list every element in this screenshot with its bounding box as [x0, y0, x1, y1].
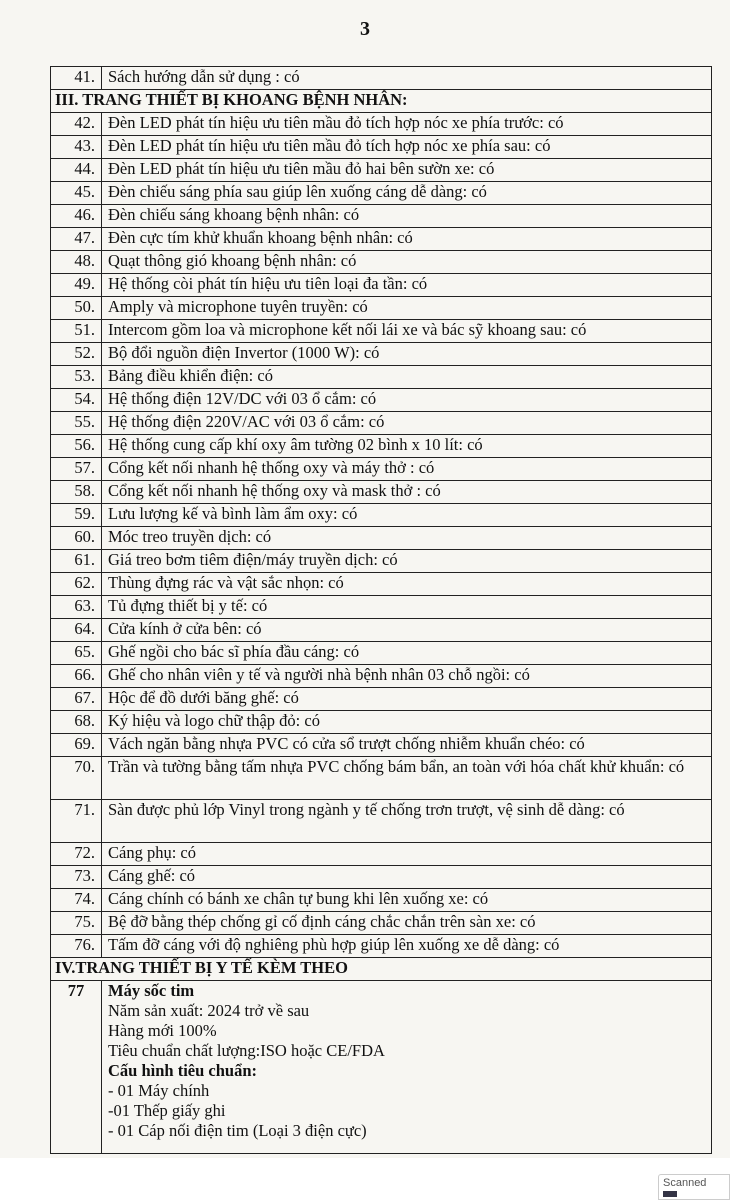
table-row: [51, 935, 712, 958]
section-title: III. TRANG THIẾT BỊ KHOANG BỆNH NHÂN:: [51, 90, 712, 113]
row-text: Thùng đựng rác và vật sắc nhọn: có: [102, 573, 712, 596]
row-text: Tủ đựng thiết bị y tế: có: [102, 596, 712, 619]
equipment-row: [51, 981, 712, 1154]
row-text: Đèn LED phát tín hiệu ưu tiên mầu đỏ hai bên sườn xe: có: [102, 159, 712, 182]
table-row: [51, 573, 712, 596]
row-text: Đèn LED phát tín hiệu ưu tiên mầu đỏ tích hợp nóc xe phía trước: có: [102, 113, 712, 136]
table-row: [51, 274, 712, 297]
row-text: Hệ thống cung cấp khí oxy âm tường 02 bình x 10 lít: có: [102, 435, 712, 458]
row-text: Đèn chiếu sáng khoang bệnh nhân: có: [102, 205, 712, 228]
row-number: 48.: [51, 251, 102, 274]
table-row: [51, 366, 712, 389]
row-number: 77: [51, 981, 102, 1154]
row-text: Quạt thông gió khoang bệnh nhân: có: [102, 251, 712, 274]
row-number: 71.: [51, 800, 102, 843]
section-header-iv: [51, 958, 712, 981]
page-bottom-margin: [0, 1158, 730, 1200]
config-item: -01 Thếp giấy ghi: [108, 1101, 226, 1120]
row-text: Cáng ghế: có: [102, 866, 712, 889]
row-text: Hệ thống điện 220V/AC với 03 ổ cắm: có: [102, 412, 712, 435]
row-number: 65.: [51, 642, 102, 665]
row-number: 42.: [51, 113, 102, 136]
table-row: [51, 297, 712, 320]
row-number: 61.: [51, 550, 102, 573]
row-number: 73.: [51, 866, 102, 889]
table-row: [51, 481, 712, 504]
row-text: Bệ đỡ bằng thép chống gỉ cố định cáng chắc chắn trên sàn xe: có: [102, 912, 712, 935]
row-text: Vách ngăn bằng nhựa PVC có cửa sổ trượt chống nhiễm khuẩn chéo: có: [102, 734, 712, 757]
row-text: Amply và microphone tuyên truyền: có: [102, 297, 712, 320]
row-number: 45.: [51, 182, 102, 205]
row-number: 43.: [51, 136, 102, 159]
row-number: 74.: [51, 889, 102, 912]
row-number: 70.: [51, 757, 102, 800]
row-number: 51.: [51, 320, 102, 343]
table-row: [51, 228, 712, 251]
row-text: Tấm đỡ cáng với độ nghiêng phù hợp giúp lên xuống xe dễ dàng: có: [102, 935, 712, 958]
row-number: 57.: [51, 458, 102, 481]
table-row: [51, 642, 712, 665]
row-text: Giá treo bơm tiêm điện/máy truyền dịch: có: [102, 550, 712, 573]
section-header-iii: [51, 90, 712, 113]
table-row: [51, 504, 712, 527]
row-number: 62.: [51, 573, 102, 596]
row-text: Hệ thống còi phát tín hiệu ưu tiên loại đa tần: có: [102, 274, 712, 297]
row-number: 75.: [51, 912, 102, 935]
row-text: Cáng phụ: có: [102, 843, 712, 866]
row-number: 67.: [51, 688, 102, 711]
table-row: [51, 320, 712, 343]
scanned-badge: [658, 1174, 730, 1200]
row-text: Cổng kết nối nhanh hệ thống oxy và máy thở : có: [102, 458, 712, 481]
row-number: 54.: [51, 389, 102, 412]
table-row: [51, 550, 712, 573]
table-row: [51, 389, 712, 412]
row-text: Hệ thống điện 12V/DC với 03 ổ cắm: có: [102, 389, 712, 412]
table-row: [51, 734, 712, 757]
table-row: [51, 182, 712, 205]
row-number: 46.: [51, 205, 102, 228]
row-number: 69.: [51, 734, 102, 757]
table-row: [51, 343, 712, 366]
row-number: 76.: [51, 935, 102, 958]
row-text: Bộ đổi nguồn điện Invertor (1000 W): có: [102, 343, 712, 366]
table-row: [51, 843, 712, 866]
row-text: Ký hiệu và logo chữ thập đỏ: có: [102, 711, 712, 734]
equipment-details: [102, 981, 712, 1154]
row-number: 66.: [51, 665, 102, 688]
row-text: Đèn LED phát tín hiệu ưu tiên mầu đỏ tích hợp nóc xe phía sau: có: [102, 136, 712, 159]
row-number: 56.: [51, 435, 102, 458]
table-row: [51, 596, 712, 619]
row-number: 47.: [51, 228, 102, 251]
table-row: [51, 435, 712, 458]
table-row: [51, 67, 712, 90]
table-row: [51, 113, 712, 136]
row-number: 59.: [51, 504, 102, 527]
row-text: Bảng điều khiển điện: có: [102, 366, 712, 389]
config-title: Cấu hình tiêu chuẩn:: [108, 1061, 258, 1080]
row-number: 55.: [51, 412, 102, 435]
row-text: Trần và tường bằng tấm nhựa PVC chống bám bẩn, an toàn với hóa chất khử khuẩn: có: [102, 757, 712, 800]
config-item: - 01 Máy chính: [108, 1081, 210, 1100]
row-text: Sàn được phủ lớp Vinyl trong ngành y tế chống trơn trượt, vệ sinh dễ dàng: có: [102, 800, 712, 843]
row-number: 64.: [51, 619, 102, 642]
table-row: [51, 205, 712, 228]
table-row: [51, 757, 712, 800]
table-row: [51, 159, 712, 182]
row-number: 63.: [51, 596, 102, 619]
row-number: 41.: [51, 67, 102, 90]
table-row: [51, 251, 712, 274]
row-text: Đèn cực tím khử khuẩn khoang bệnh nhân: có: [102, 228, 712, 251]
row-text: Lưu lượng kế và bình làm ẩm oxy: có: [102, 504, 712, 527]
scanner-logo-icon: [663, 1191, 677, 1197]
table-row: [51, 711, 712, 734]
row-number: 68.: [51, 711, 102, 734]
table-row: [51, 527, 712, 550]
row-text: Hộc để đồ dưới băng ghế: có: [102, 688, 712, 711]
table-row: [51, 458, 712, 481]
equipment-line: Tiêu chuẩn chất lượng:ISO hoặc CE/FDA: [108, 1041, 385, 1060]
row-text: Intercom gồm loa và microphone kết nối lái xe và bác sỹ khoang sau: có: [102, 320, 712, 343]
row-text: Cáng chính có bánh xe chân tự bung khi lên xuống xe: có: [102, 889, 712, 912]
scanned-label: Scanned: [663, 1177, 707, 1189]
section-title: IV.TRANG THIẾT BỊ Y TẾ KÈM THEO: [51, 958, 712, 981]
table-row: [51, 912, 712, 935]
row-number: 58.: [51, 481, 102, 504]
row-text: Sách hướng dẫn sử dụng : có: [102, 67, 712, 90]
row-text: Cổng kết nối nhanh hệ thống oxy và mask thở : có: [102, 481, 712, 504]
row-number: 72.: [51, 843, 102, 866]
table-row: [51, 866, 712, 889]
row-number: 50.: [51, 297, 102, 320]
row-number: 49.: [51, 274, 102, 297]
table-row: [51, 136, 712, 159]
equipment-line: Hàng mới 100%: [108, 1021, 217, 1040]
config-item: - 01 Cáp nối điện tim (Loại 3 điện cực): [108, 1121, 367, 1140]
row-text: Đèn chiếu sáng phía sau giúp lên xuống cáng dễ dàng: có: [102, 182, 712, 205]
row-number: 53.: [51, 366, 102, 389]
equipment-title: Máy sốc tim: [108, 981, 195, 1000]
table-row: [51, 688, 712, 711]
row-text: Cửa kính ở cửa bên: có: [102, 619, 712, 642]
table-row: [51, 412, 712, 435]
equipment-line: Năm sản xuất: 2024 trở về sau: [108, 1001, 310, 1020]
table-row: [51, 889, 712, 912]
page-number: 3: [360, 18, 370, 40]
table-row: [51, 665, 712, 688]
row-text: Ghế ngồi cho bác sĩ phía đầu cáng: có: [102, 642, 712, 665]
row-number: 44.: [51, 159, 102, 182]
row-text: Móc treo truyền dịch: có: [102, 527, 712, 550]
table-row: [51, 619, 712, 642]
row-text: Ghế cho nhân viên y tế và người nhà bệnh nhân 03 chỗ ngồi: có: [102, 665, 712, 688]
row-number: 60.: [51, 527, 102, 550]
equipment-spec-table: [50, 66, 712, 1154]
table-row: [51, 800, 712, 843]
row-number: 52.: [51, 343, 102, 366]
